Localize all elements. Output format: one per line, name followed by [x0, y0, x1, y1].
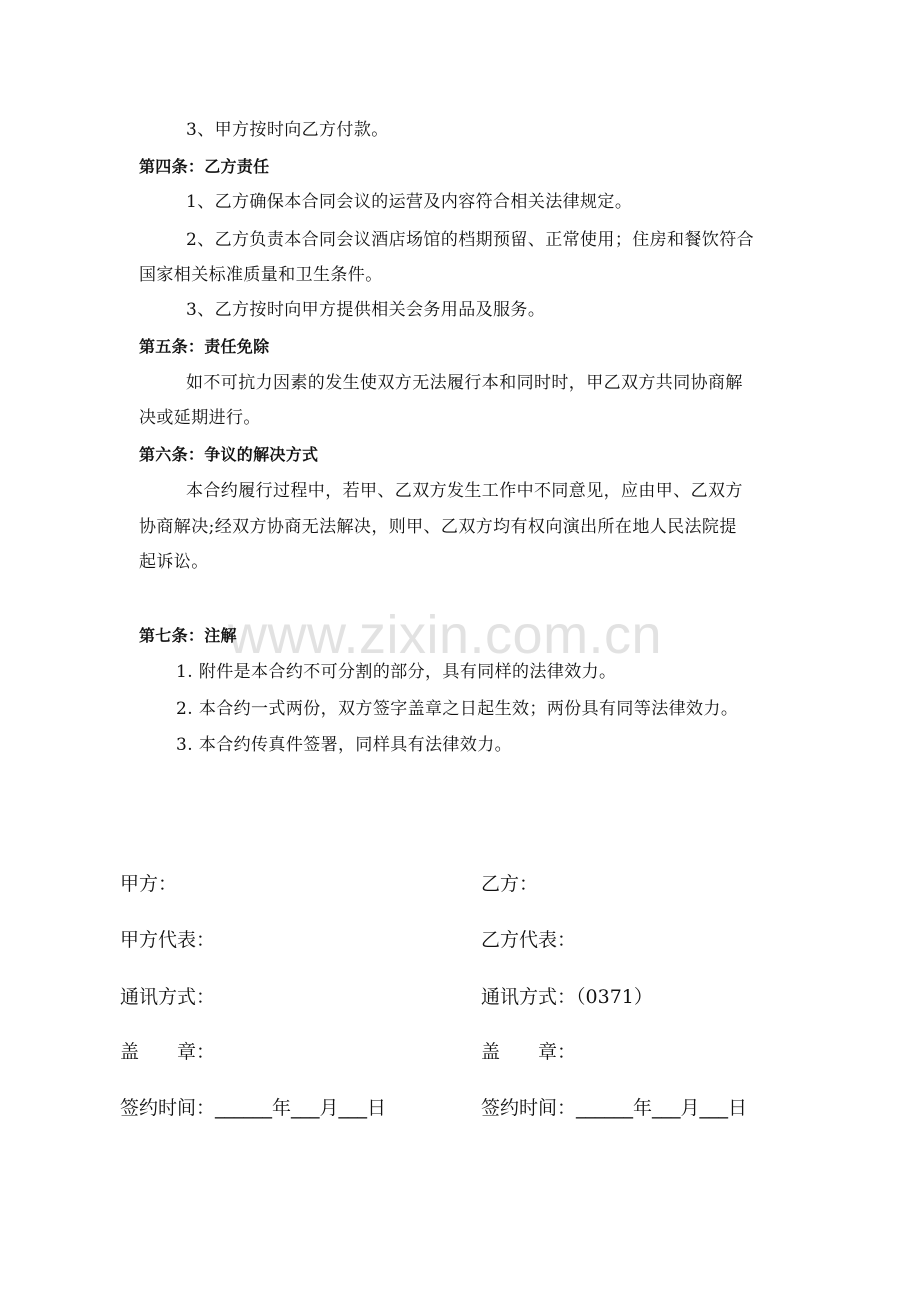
article7-item3: 3. 本合约传真件签署，同样具有法律效力。	[176, 735, 513, 755]
article7-heading: 第七条：注解	[139, 626, 237, 645]
party-b-label: 乙方：	[481, 873, 539, 895]
article4-item2-line1: 2、乙方负责本合同会议酒店场馆的档期预留、正常使用；住房和餐饮符合	[186, 230, 755, 250]
article4-item2-line2: 国家相关标准质量和卫生条件。	[139, 265, 383, 285]
party-a-contact-label: 通讯方式：	[120, 986, 216, 1008]
article7-item2: 2. 本合约一式两份，双方签字盖章之日起生效；两份具有同等法律效力。	[176, 699, 739, 719]
party-a-rep-label: 甲方代表：	[120, 929, 216, 951]
party-b-rep-label: 乙方代表：	[481, 929, 577, 951]
party-a-seal-label: 盖 章：	[120, 1041, 216, 1063]
article6-line3: 起诉讼。	[139, 552, 209, 572]
party-b-seal-label: 盖 章：	[481, 1041, 577, 1063]
party-b-contact-value: （0371）	[576, 986, 653, 1008]
article5-heading: 第五条：责任免除	[139, 337, 270, 356]
article4-item3: 3、乙方按时向甲方提供相关会务用品及服务。	[186, 300, 546, 320]
article5-line2: 决或延期进行。	[139, 408, 261, 428]
article5-line1: 如不可抗力因素的发生使双方无法履行本和同时时，甲乙双方共同协商解	[186, 373, 743, 393]
party-a-date-label: 签约时间：______年___月___日	[120, 1097, 387, 1119]
party-b-date-label: 签约时间：______年___月___日	[481, 1097, 748, 1119]
party-a-label: 甲方：	[120, 873, 178, 895]
party-b-contact-row	[481, 984, 653, 1010]
watermark: www.zixin.com.cn	[228, 605, 663, 665]
article4-item1: 1、乙方确保本合同会议的运营及内容符合相关法律规定。	[186, 192, 633, 212]
article4-heading: 第四条：乙方责任	[139, 157, 270, 176]
article7-item1: 1. 附件是本合约不可分割的部分，具有同样的法律效力。	[176, 662, 617, 682]
article3-item3: 3、甲方按时向乙方付款。	[186, 120, 389, 140]
article6-line1: 本合约履行过程中，若甲、乙双方发生工作中不同意见，应由甲、乙双方	[186, 481, 743, 501]
article6-line2: 协商解决;经双方协商无法解决，则甲、乙双方均有权向演出所在地人民法院提	[139, 517, 737, 537]
article6-heading: 第六条：争议的解决方式	[139, 445, 319, 464]
party-b-contact-label: 通讯方式：	[481, 986, 577, 1008]
